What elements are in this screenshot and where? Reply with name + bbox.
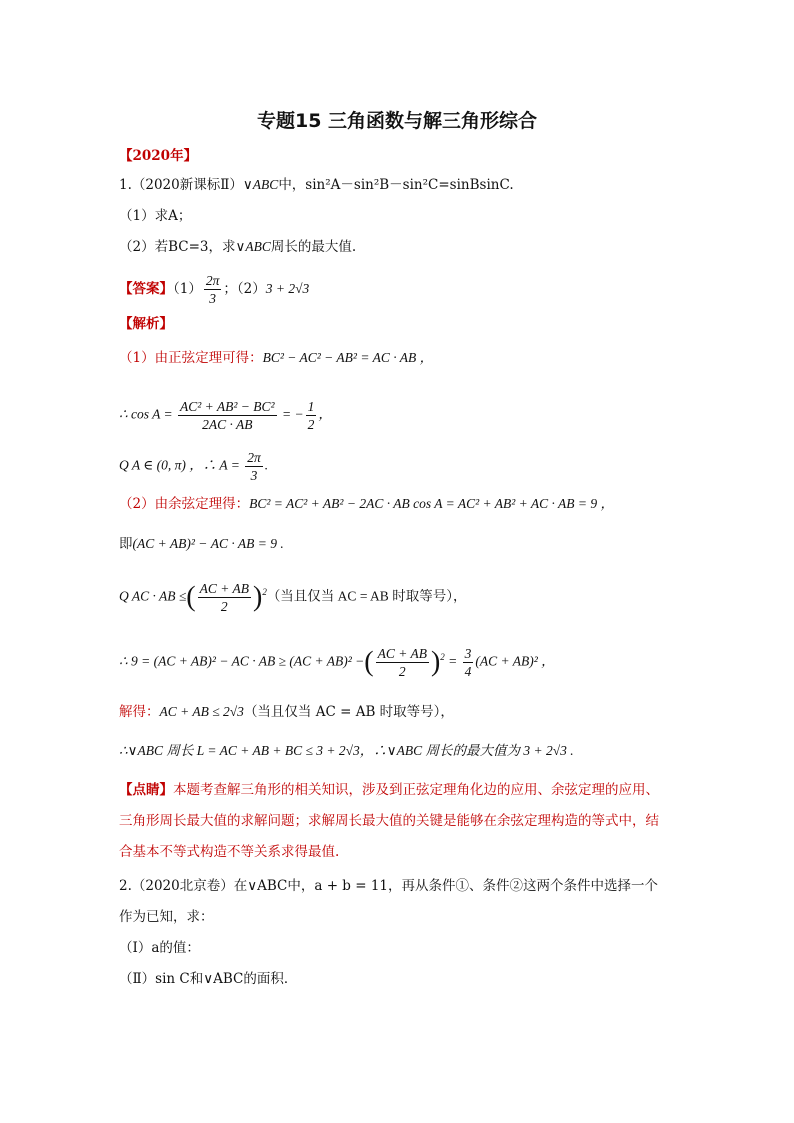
step-3-numerator: 2π: [247, 450, 261, 465]
step-8-label: 解得：: [119, 704, 160, 720]
comment-line-2: 三角形周长最大值的求解问题；求解周长最大值的关键是能够在余弦定理构造的等式中，结: [119, 813, 659, 829]
step-1-label: （1）由正弦定理可得：: [119, 350, 263, 366]
answer-1-fraction: [204, 272, 222, 307]
step-9-a: ∴∨ABC 周长 L = AC + AB + BC ≤ 3 + 2√3: [119, 743, 360, 758]
q1-part2-suffix: 周长的最大值.: [270, 239, 357, 255]
step-7-frac2-num: 3: [464, 646, 472, 661]
step-3-left: Q A ∈ (0, π) ，∴ A =: [119, 457, 240, 473]
step-7-left: ∴ 9 = (AC + AB)² − AC · AB ≥ (AC + AB)² −: [119, 653, 365, 669]
step-4-math: BC² = AC² + AB² − 2AC · AB cos A = AC² + AB² + AC · AB = 9 ，: [249, 496, 614, 511]
answer-1-label: （1）: [173, 281, 202, 297]
solution-step-3: Q A ∈ (0, π) ，∴ A = $\frac{2\pi}{3}$ .: [119, 450, 269, 483]
step-7-fraction: [376, 645, 429, 680]
year-tag: 【2020年】: [119, 148, 198, 164]
comment-text-1: 本题考查解三角形的相关知识，涉及到正弦定理角化边的应用、余弦定理的应用、: [173, 782, 659, 798]
solution-step-9: [119, 741, 574, 761]
step-2-denominator: 2AC · AB: [202, 417, 253, 432]
q1-part2: [119, 237, 356, 257]
step-7-mid: =: [448, 653, 458, 669]
solution-step-5: [119, 534, 284, 554]
q1-part1: （1）求A；: [119, 208, 192, 224]
step-6-denominator: 2: [220, 599, 228, 614]
q1-answer: [119, 272, 309, 307]
q2-line-2: 作为已知，求：: [119, 909, 214, 925]
step-2-half-num: 1: [307, 399, 315, 414]
q2-line-4: （Ⅱ）sin C和∨ABC的面积．: [119, 971, 298, 987]
step-2-end: ，: [318, 406, 332, 422]
step-5-math: (AC + AB)² − AC · AB = 9 .: [132, 536, 284, 551]
step-7-denominator: 2: [398, 664, 406, 679]
q1-triangle: ∨ABC: [242, 177, 279, 192]
q1-stem-text: 中，sin²A－sin²B－sin²C=sinBsinC.: [278, 177, 514, 193]
step-6-left: Q AC · AB ≤: [119, 588, 187, 604]
q1-part2-triangle: ∨ABC: [235, 239, 271, 254]
step-3-denominator: 3: [250, 468, 258, 483]
analysis-label: 【解析】: [119, 316, 173, 332]
step-8-math: AC + AB ≤ 2√3: [159, 704, 244, 719]
step-7-numerator: AC + AB: [377, 646, 427, 661]
solution-step-2: [119, 398, 332, 433]
solution-step-6: Q AC · AB ≤( $\frac{AC + AB}{2}$ )$^2$（当且仅当 AC = AB 时取等号），: [119, 581, 467, 614]
step-6-note: （当且仅当 AC = AB 时取等号），: [266, 588, 467, 604]
answer-1-denominator: 3: [209, 291, 216, 306]
step-2-right: = −: [281, 406, 304, 422]
page-title: 专题15 三角函数与解三角形综合: [256, 110, 538, 132]
step-7-frac2-den: 4: [464, 664, 472, 679]
comment-label: 【点睛】: [119, 782, 173, 798]
step-9-b: ，∴∨ABC 周长的最大值为 3 + 2√3 .: [359, 743, 574, 758]
q2-line-3: （Ⅰ）a的值：: [119, 940, 200, 956]
q2-line-1: 2.（2020北京卷）在∨ABC中，a + b = 11，再从条件①、条件②这两个条件中选择一个: [119, 878, 659, 894]
solution-step-8: [119, 702, 454, 722]
solution-step-4: [119, 494, 614, 514]
step-7-frac2: [463, 645, 474, 680]
step-6-numerator: AC + AB: [199, 581, 249, 596]
answer-separator: ；（2）: [223, 281, 266, 297]
solution-step-7: ∴ 9 = (AC + AB)² − AC · AB ≥ (AC + AB)² −( $\frac{AC + AB}{2}$ )$^2$ = $\frac{3}{4}$ (AC + AB)² ，: [119, 646, 555, 679]
step-2-left: ∴ cos A =: [119, 406, 173, 422]
step-4-label: （2）由余弦定理得：: [119, 496, 250, 512]
step-2-half-den: 2: [307, 417, 315, 432]
step-5-prefix: 即: [119, 536, 133, 552]
solution-step-1: [119, 348, 433, 368]
q1-part2-prefix: （2）若BC=3，求: [119, 239, 236, 255]
step-1-math: BC² − AC² − AB² = AC · AB ，: [262, 350, 434, 365]
comment-line-3: 合基本不等式构造不等关系求得最值.: [119, 844, 340, 860]
step-2-numerator: AC² + AB² − BC²: [179, 399, 275, 414]
comment-line-1: [119, 780, 659, 800]
q1-source: 1.（2020新课标Ⅱ）: [119, 177, 243, 193]
step-2-half: [306, 398, 317, 433]
answer-2: 3 + 2√3: [265, 281, 310, 296]
answer-label: 【答案】: [119, 281, 173, 297]
q1-stem: [119, 175, 514, 195]
answer-1-numerator: 2π: [205, 273, 220, 288]
step-7-right: (AC + AB)² ，: [475, 653, 555, 669]
step-8-note: （当且仅当 AC = AB 时取等号），: [243, 704, 454, 720]
step-3-fraction: [245, 449, 263, 484]
step-2-fraction: [178, 398, 277, 433]
step-6-fraction: [198, 580, 251, 615]
